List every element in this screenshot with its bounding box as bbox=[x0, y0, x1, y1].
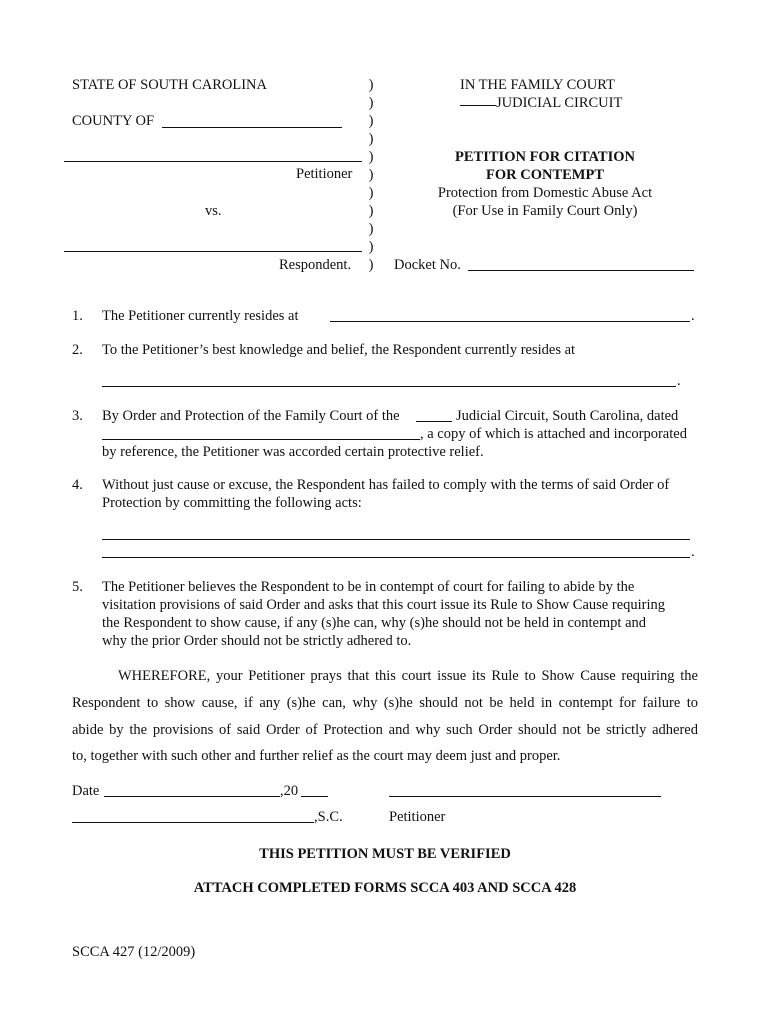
form-number: SCCA 427 (12/2009) bbox=[72, 944, 196, 960]
item-3-text-b: Judicial Circuit, South Carolina, dated bbox=[456, 408, 679, 424]
petitioner-signature-label: Petitioner bbox=[389, 809, 446, 825]
docket-number-blank[interactable] bbox=[468, 270, 694, 271]
docket-label: Docket No. bbox=[394, 257, 461, 273]
item-2-period: . bbox=[677, 373, 681, 389]
judicial-circuit-blank[interactable] bbox=[416, 421, 452, 422]
wherefore-line-3: abide by the provisions of said Order of Protection and why such Order should not be strictly adhered bbox=[72, 722, 698, 738]
attachments-notice: ATTACH COMPLETED FORMS SCCA 403 AND SCCA 428 bbox=[193, 880, 577, 896]
versus-label: vs. bbox=[205, 203, 222, 219]
item-5-text-a: The Petitioner believes the Respondent to be in contempt of court for failing to abide by the bbox=[102, 579, 635, 595]
caption-paren: ) bbox=[368, 239, 374, 255]
item-number: 5. bbox=[72, 579, 83, 595]
verification-notice: THIS PETITION MUST BE VERIFIED bbox=[259, 846, 511, 862]
item-2-text: To the Petitioner’s best knowledge and belief, the Respondent currently resides at bbox=[102, 342, 576, 358]
acts-blank-line-2[interactable] bbox=[102, 557, 690, 558]
item-number: 1. bbox=[72, 308, 83, 324]
caption-paren: ) bbox=[368, 221, 374, 237]
sc-suffix: ,S.C. bbox=[314, 809, 343, 825]
respondent-name-blank[interactable] bbox=[64, 251, 362, 252]
form-title-line2: FOR CONTEMPT bbox=[485, 167, 604, 183]
item-number: 4. bbox=[72, 477, 83, 493]
year-blank[interactable] bbox=[301, 796, 328, 797]
caption-paren: ) bbox=[368, 131, 374, 147]
respondent-label: Respondent. bbox=[279, 257, 352, 273]
item-5-text-c: the Respondent to show cause, if any (s)he can, why (s)he should not be held in contempt and bbox=[102, 615, 647, 631]
judicial-circuit-label: JUDICIAL CIRCUIT bbox=[496, 95, 623, 111]
state-label: STATE OF SOUTH CAROLINA bbox=[72, 77, 267, 93]
item-1-period: . bbox=[691, 308, 695, 324]
item-3-text-a: By Order and Protection of the Family Court of the bbox=[102, 408, 400, 424]
petitioner-signature-blank[interactable] bbox=[389, 796, 661, 797]
date-label: Date bbox=[72, 783, 100, 799]
caption-paren: ) bbox=[368, 167, 374, 183]
item-1-text: The Petitioner currently resides at bbox=[102, 308, 299, 324]
city-blank[interactable] bbox=[72, 822, 314, 823]
date-blank[interactable] bbox=[104, 796, 280, 797]
item-number: 3. bbox=[72, 408, 83, 424]
caption-paren: ) bbox=[368, 185, 374, 201]
court-name: IN THE FAMILY COURT bbox=[460, 77, 615, 93]
petitioner-label: Petitioner bbox=[296, 166, 353, 182]
item-number: 2. bbox=[72, 342, 83, 358]
item-5-text-b: visitation provisions of said Order and asks that this court issue its Rule to Show Cause requiring bbox=[102, 597, 666, 613]
form-title-line1: PETITION FOR CITATION bbox=[455, 149, 635, 165]
item-4-period: . bbox=[691, 544, 695, 560]
caption-paren: ) bbox=[368, 203, 374, 219]
caption-paren: ) bbox=[368, 113, 374, 129]
year-prefix: ,20 bbox=[280, 783, 299, 799]
caption-paren: ) bbox=[368, 149, 374, 165]
item-5-text-d: why the prior Order should not be strictly adhered to. bbox=[102, 633, 412, 649]
petitioner-address-blank[interactable] bbox=[330, 321, 690, 322]
county-blank[interactable] bbox=[162, 127, 342, 128]
order-date-blank[interactable] bbox=[102, 439, 420, 440]
wherefore-line-1: WHEREFORE, your Petitioner prays that this court issue its Rule to Show Cause requiring the bbox=[118, 668, 698, 684]
caption-paren: ) bbox=[368, 257, 374, 273]
wherefore-line-4: to, together with such other and further relief as the court may deem just and proper. bbox=[72, 748, 561, 764]
form-subtitle-line2: (For Use in Family Court Only) bbox=[452, 203, 638, 219]
form-subtitle-line1: Protection from Domestic Abuse Act bbox=[437, 185, 653, 201]
respondent-address-blank[interactable] bbox=[102, 386, 676, 387]
county-label: COUNTY OF bbox=[72, 113, 155, 129]
item-4-text-a: Without just cause or excuse, the Respondent has failed to comply with the terms of said Order of bbox=[102, 477, 670, 493]
caption-paren: ) bbox=[368, 77, 374, 93]
wherefore-line-2: Respondent to show cause, if any (s)he can, why (s)he should not be held in contempt for failure to bbox=[72, 695, 698, 711]
caption-paren: ) bbox=[368, 95, 374, 111]
acts-blank-line-1[interactable] bbox=[102, 539, 690, 540]
item-3-text-c: , a copy of which is attached and incorporated bbox=[420, 426, 687, 442]
item-3-text-d: by reference, the Petitioner was accorded certain protective relief. bbox=[102, 444, 484, 460]
petitioner-name-blank[interactable] bbox=[64, 161, 362, 162]
item-4-text-b: Protection by committing the following acts: bbox=[102, 495, 362, 511]
circuit-number-blank[interactable] bbox=[460, 105, 496, 106]
